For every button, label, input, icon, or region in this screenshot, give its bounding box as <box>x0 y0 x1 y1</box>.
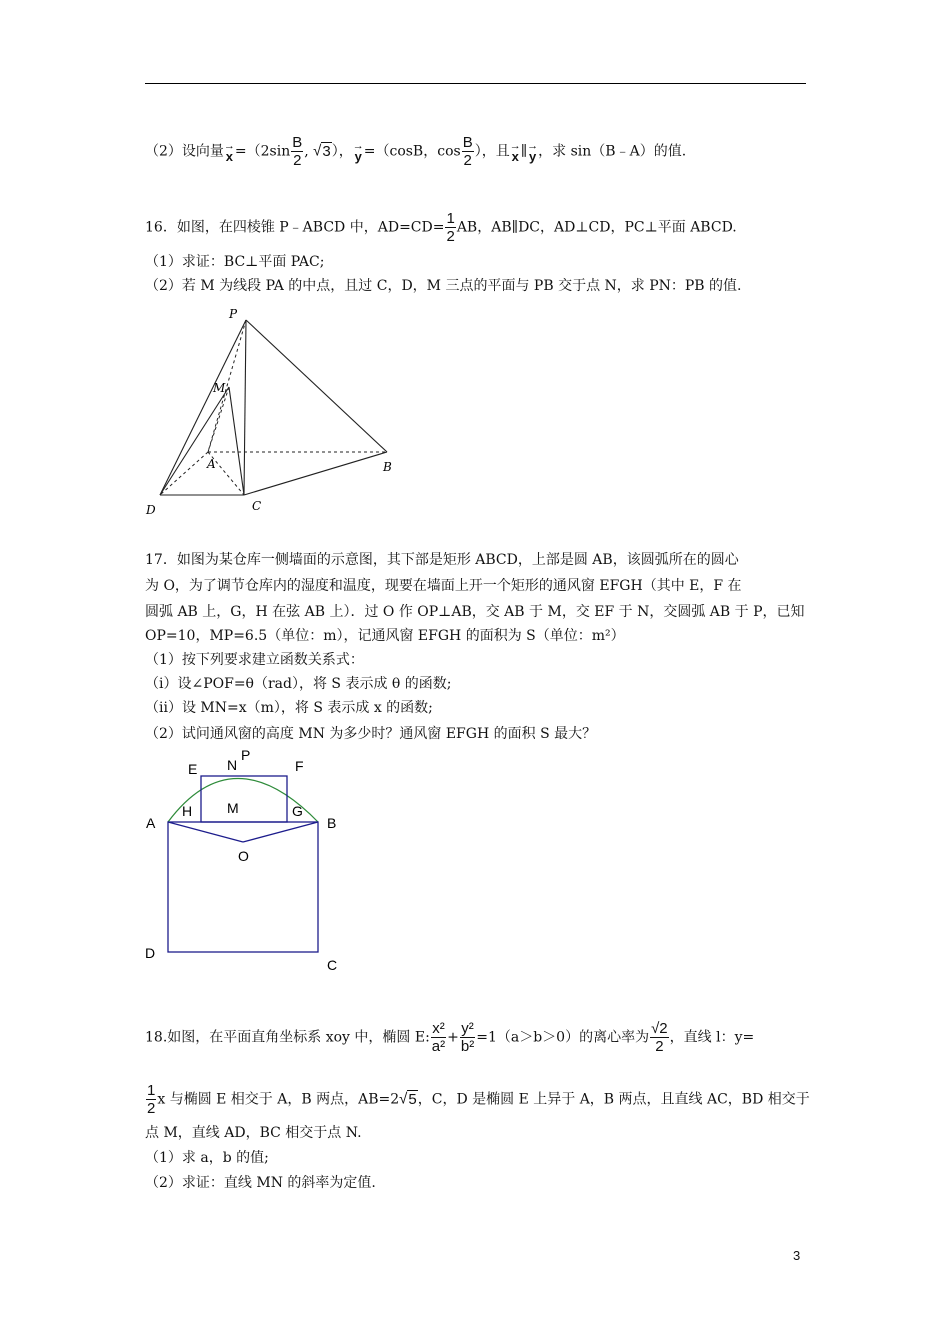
q18-line3: 点 M，直线 AD，BC 相交于点 N. <box>145 1125 362 1141</box>
q18-part1: （1）求 a，b 的值; <box>145 1150 269 1166</box>
q17-part1-ii: （ii）设 MN=x（m），将 S 表示成 x 的函数; <box>145 700 433 716</box>
vector-y-2: → y <box>527 139 539 164</box>
q17-line1: 17．如图为某仓库一侧墙面的示意图，其下部是矩形 ABCD，上部是圆 AB，该圆弧所在的圆心 <box>145 552 739 568</box>
q17-line4: OP=10，MP=6.5（单位：m），记通风窗 EFGH 的面积为 S（单位：m²） <box>145 628 625 644</box>
q17-part2: （2）试问通风窗的高度 MN 为多少时？通风窗 EFGH 的面积 S 最大？ <box>145 726 597 742</box>
label-A: A <box>146 815 156 831</box>
label-E: E <box>188 761 198 777</box>
q15-part2: （2）设向量 → x =（2sin $\frac{B}{2}$ , √3）， → y =（cosB，cos $\frac{B}{2}$ ），且 → x ∥ → y ，求 sin（B﹣A）的值. <box>145 134 687 169</box>
fraction-sqrt2-2: $\frac{√2}{2}$ <box>651 1020 668 1055</box>
label-P: P <box>241 747 251 763</box>
q17-part1: （1）按下列要求建立函数关系式： <box>145 652 364 668</box>
fraction-one-half: $\frac{1}{2}$ <box>446 210 455 245</box>
vector-x: → x <box>223 139 235 164</box>
vector-x-2: → x <box>509 139 521 164</box>
label-A: A <box>207 457 216 471</box>
label-F: F <box>295 758 304 774</box>
fraction-y2-b2: $\frac{\text{y²}}{\text{b²}}$ <box>460 1020 475 1055</box>
label-D: D <box>145 945 156 961</box>
q16-intro: 16．如图，在四棱锥 P﹣ABCD 中，AD=CD= $\frac{1}{2}$ AB，AB∥DC，AD⊥CD，PC⊥平面 ABCD. <box>145 210 737 245</box>
label-P: P <box>229 307 238 321</box>
label-C: C <box>252 499 262 513</box>
label-B: B <box>327 815 337 831</box>
label-H: H <box>182 803 193 819</box>
q16-part2: （2）若 M 为线段 PA 的中点，且过 C，D，M 三点的平面与 PB 交于点 N，求 PN：PB 的值. <box>145 278 742 294</box>
q17-part1-i: （i）设∠POF=θ（rad），将 S 表示成 θ 的函数; <box>145 676 452 692</box>
q16-part1: （1）求证：BC⊥平面 PAC; <box>145 254 325 270</box>
fraction-one-half-line: $\frac{1}{2}$ <box>147 1082 156 1117</box>
q17-line2: 为 O，为了调节仓库内的湿度和温度，现要在墙面上开一个矩形的通风窗 EFGH（其中 E，F 在 <box>145 578 742 594</box>
fraction-b-over-2-cos: $\frac{B}{2}$ <box>462 134 473 169</box>
label-N: N <box>227 757 238 773</box>
header-rule <box>145 83 806 84</box>
label-B: B <box>383 460 392 474</box>
label-D: D <box>146 503 156 517</box>
sqrt-5: √5 <box>399 1090 417 1108</box>
fraction-b-over-2: $\frac{B}{2}$ <box>292 134 303 169</box>
vector-y: → y <box>352 139 364 164</box>
q17-line3: 圆弧 AB 上，G，H 在弦 AB 上）．过 O 作 OP⊥AB，交 AB 于 M，交 EF 于 N，交圆弧 AB 于 P，已知 <box>145 604 805 620</box>
q17-window-figure <box>140 745 370 975</box>
page-number: 3 <box>793 1248 801 1263</box>
label-M: M <box>213 381 226 395</box>
q16-pyramid-figure <box>140 300 410 520</box>
sqrt-3: √3 <box>313 142 331 160</box>
label-C: C <box>327 957 338 973</box>
fraction-x2-a2: $\frac{\text{x²}}{\text{a²}}$ <box>431 1020 446 1055</box>
q18-part2: （2）求证：直线 MN 的斜率为定值. <box>145 1175 376 1191</box>
label-G: G <box>292 803 303 819</box>
q18-line2: $\frac{1}{2}$ x 与椭圆 E 相交于 A，B 两点，AB=2√5，C，D 是椭圆 E 上异于 A，B 两点，且直线 AC，BD 相交于 <box>147 1082 810 1117</box>
q18-line1: 18.如图，在平面直角坐标系 xoy 中，椭圆 E: $\frac{\text{x²}}{\text{a²}}$ + $\frac{\text{y²}}{\text{b²}}$ =1（a＞b＞0）的离心率为 $\frac{√2}{2}$ ，直线 l：y= <box>145 1020 755 1055</box>
label-M: M <box>227 800 239 816</box>
label-O: O <box>238 848 249 864</box>
